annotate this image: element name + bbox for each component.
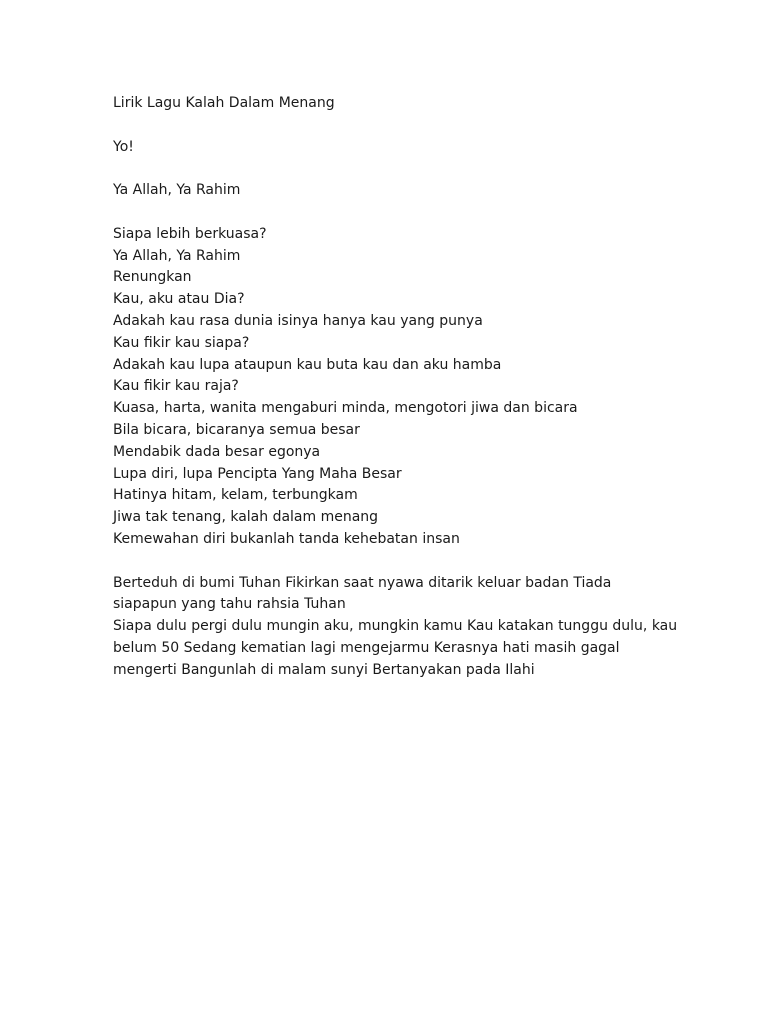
verse-line: Kuasa, harta, wanita mengaburi minda, mengotori jiwa dan bicara (113, 400, 578, 417)
verse-line: Mendabik dada besar egonya (113, 443, 321, 460)
paragraph-line: Berteduh di bumi Tuhan Fikirkan saat nyawa ditarik keluar badan Tiada (113, 574, 612, 591)
spacer (113, 202, 658, 224)
verse-line: Ya Allah, Ya Rahim (113, 247, 241, 264)
verse-line: Lupa diri, lupa Pencipta Yang Maha Besar (113, 465, 402, 482)
paragraph-1 (113, 573, 658, 617)
verse-line: Kau fikir kau raja? (113, 378, 239, 395)
paragraph-line: mengerti Bangunlah di malam sunyi Bertanyakan pada Ilahi (113, 661, 535, 678)
verse-line: Kemewahan diri bukanlah tanda kehebatan insan (113, 530, 460, 547)
verse-line: Renungkan (113, 269, 192, 286)
spacer (113, 115, 658, 137)
paragraph-line: belum 50 Sedang kematian lagi mengejarmu Kerasnya hati masih gagal (113, 639, 620, 656)
verse-line: Kau, aku atau Dia? (113, 291, 245, 308)
opening-line: Ya Allah, Ya Rahim (113, 182, 241, 199)
verse-block (113, 224, 658, 551)
verse-line: Hatinya hitam, kelam, terbungkam (113, 487, 358, 504)
verse-line: Kau fikir kau siapa? (113, 334, 250, 351)
verse-line: Adakah kau lupa ataupun kau buta kau dan aku hamba (113, 356, 502, 373)
paragraph-line: Siapa dulu pergi dulu mungin aku, mungkin kamu Kau katakan tunggu dulu, kau (113, 618, 678, 635)
paragraph-line: siapapun yang tahu rahsia Tuhan (113, 596, 346, 613)
verse-line: Adakah kau rasa dunia isinya hanya kau yang punya (113, 312, 483, 329)
lyrics-content (113, 93, 678, 682)
verse-line: Siapa lebih berkuasa? (113, 225, 267, 242)
verse-line: Jiwa tak tenang, kalah dalam menang (113, 509, 379, 526)
document-title: Lirik Lagu Kalah Dalam Menang (113, 95, 335, 111)
intro-line: Yo! (113, 138, 134, 155)
spacer (113, 551, 658, 573)
verse-line: Bila bicara, bicaranya semua besar (113, 421, 360, 438)
spacer (113, 158, 658, 180)
paragraph-2 (113, 616, 678, 681)
